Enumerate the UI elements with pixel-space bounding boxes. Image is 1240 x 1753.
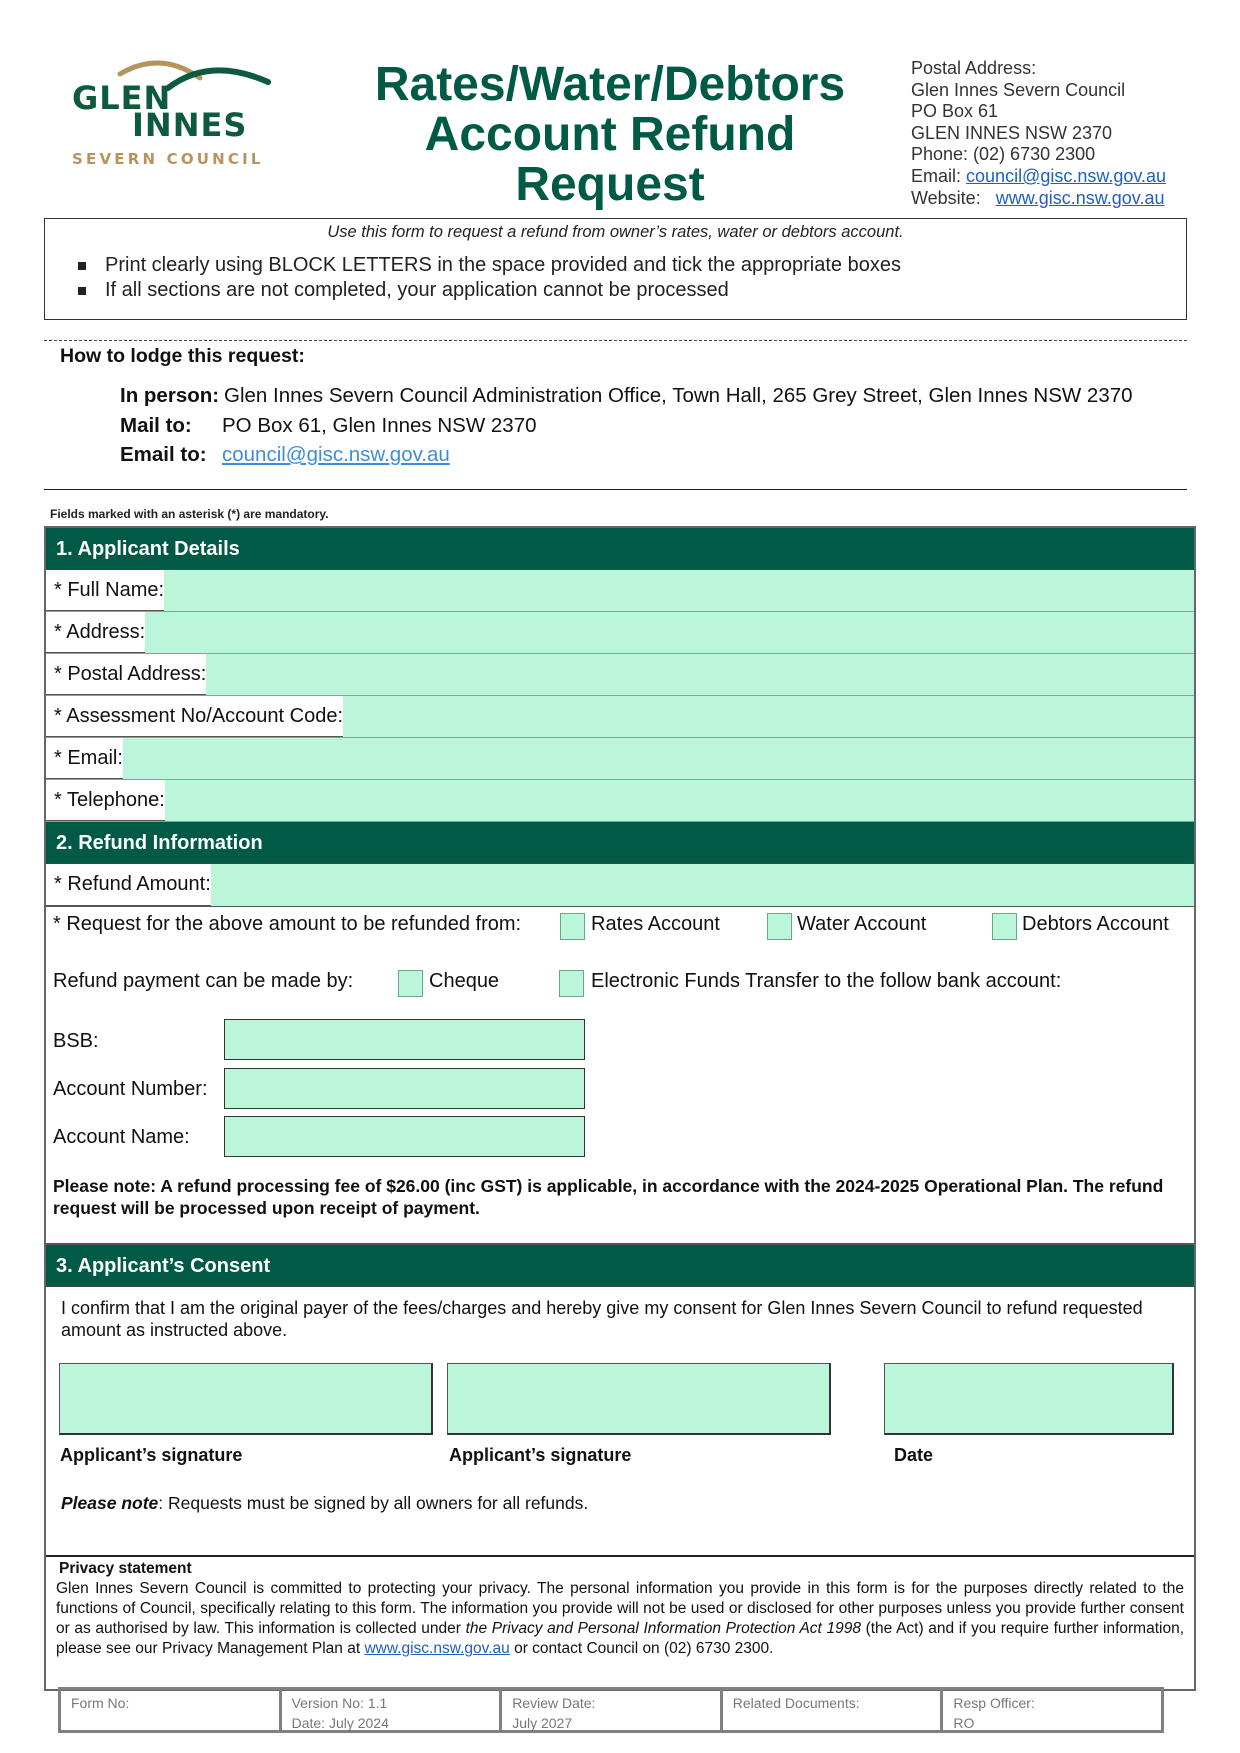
consent-statement: I confirm that I am the original payer of the fees/charges and hereby give my consent for Glen Innes Severn Council to refund requested amount as instructed above.	[61, 1298, 1143, 1340]
eft-checkbox[interactable]	[559, 970, 584, 997]
lodge-mail-label: Mail to:	[120, 413, 192, 437]
consent-details	[46, 1287, 1194, 1555]
lodge-email-link[interactable]: council@gisc.nsw.gov.au	[222, 443, 450, 466]
footer-review	[502, 1690, 723, 1730]
website-label: Website:	[911, 187, 981, 208]
section-applicant-details-header: 1. Applicant Details	[46, 528, 1194, 570]
assessment-no-row	[46, 696, 1194, 738]
email-input[interactable]	[123, 738, 1194, 779]
review-date-value: July 2027	[512, 1715, 573, 1731]
postal-town: GLEN INNES NSW 2370	[911, 122, 1113, 143]
resp-officer-label: Resp Officer:	[953, 1695, 1035, 1711]
review-date-label: Review Date:	[512, 1695, 596, 1711]
lodge-mail-value: PO Box 61, Glen Innes NSW 2370	[222, 413, 537, 437]
page-title	[330, 60, 890, 210]
postal-phone: Phone: (02) 6730 2300	[911, 144, 1096, 165]
full-name-row	[46, 570, 1194, 612]
instructions-intro: Use this form to request a refund from owner’s rates, water or debtors account.	[327, 223, 904, 241]
refund-amount-label: * Refund Amount:	[46, 864, 211, 906]
title-line-1: Rates/Water/Debtors	[374, 58, 846, 111]
postal-heading: Postal Address:	[911, 58, 1037, 78]
payment-method-label: Refund payment can be made by:	[53, 970, 354, 992]
email-link[interactable]: council@gisc.nsw.gov.au	[966, 165, 1167, 186]
council-logo	[70, 52, 280, 172]
email-row	[46, 738, 1194, 780]
telephone-input[interactable]	[165, 780, 1194, 821]
applicant-signature-2-label: Applicant’s signature	[449, 1445, 632, 1465]
logo-text-severn: SEVERN COUNCIL	[72, 150, 264, 168]
date-label: Date	[894, 1445, 934, 1465]
email-label: Email:	[911, 165, 962, 186]
cheque-checkbox[interactable]	[398, 970, 423, 997]
postal-website-row	[911, 188, 1166, 210]
version-value: Version No: 1.1	[291, 1695, 388, 1711]
logo-text-innes: INNES	[132, 106, 248, 144]
telephone-row	[46, 780, 1194, 822]
privacy-text-part-3: or contact Council on (02) 6730 2300.	[509, 1640, 774, 1657]
section-refund-info-header: 2. Refund Information	[46, 822, 1194, 864]
bsb-label: BSB:	[53, 1030, 99, 1052]
privacy-statement	[46, 1555, 1194, 1689]
mandatory-note: Fields marked with an asterisk (*) are mandatory.	[50, 507, 329, 521]
applicant-signature-1-box[interactable]	[59, 1363, 433, 1435]
document-control-footer	[58, 1687, 1164, 1733]
postal-address-row	[46, 654, 1194, 696]
signature-note-label: Please note	[61, 1493, 159, 1513]
refund-form	[44, 526, 1196, 1691]
postal-address-input[interactable]	[206, 654, 1194, 695]
privacy-website-link[interactable]: www.gisc.nsw.gov.au	[364, 1640, 510, 1657]
assessment-no-label: * Assessment No/Account Code:	[46, 696, 343, 737]
applicant-signature-1-label: Applicant’s signature	[60, 1445, 243, 1465]
processing-fee-note: Please note: A refund processing fee of $26.00 (inc GST) is applicable, in accordance with the 2024-2025 Operational Plan. The refund request will be processed upon receipt of payment.	[53, 1176, 1164, 1218]
telephone-label: * Telephone:	[46, 780, 165, 821]
account-number-input[interactable]	[224, 1068, 585, 1109]
privacy-text-part-1: Glen Innes Severn Council is committed to protecting your privacy. The personal information you provide in this form is for the purposes directly related to the functions of Council, specifically relating to this form. The information you provide will not be used or disclosed for other purposes unless you provide further consent or as authorised by law. This information is collected under	[56, 1580, 1184, 1637]
form-no-label: Form No:	[71, 1695, 130, 1711]
full-name-label: * Full Name:	[46, 570, 164, 611]
instruction-item: If all sections are not completed, your application cannot be processed	[75, 278, 901, 303]
lodge-in-person-value: Glen Innes Severn Council Administration Office, Town Hall, 265 Grey Street, Glen Innes NSW 2370	[224, 384, 1133, 407]
footer-version	[282, 1690, 503, 1730]
lodge-in-person-label: In person:	[120, 384, 220, 407]
logo-text-glen: GLEN	[72, 79, 172, 117]
version-date: Date: July 2024	[291, 1715, 389, 1731]
debtors-account-checkbox[interactable]	[992, 913, 1017, 940]
lodge-email	[120, 440, 1133, 470]
water-account-label: Water Account	[797, 913, 927, 935]
refund-amount-row	[46, 864, 1194, 907]
signature-note-text: : Requests must be signed by all owners for all refunds.	[158, 1493, 589, 1513]
cheque-label: Cheque	[429, 970, 500, 992]
address-input[interactable]	[145, 612, 1194, 653]
title-line-2: Account Refund Request	[424, 108, 796, 211]
lodge-title: How to lodge this request:	[60, 345, 305, 367]
bsb-input[interactable]	[224, 1019, 585, 1060]
email-field-label: * Email:	[46, 738, 123, 779]
section-consent-header: 3. Applicant’s Consent	[46, 1245, 1194, 1287]
postal-email-row	[911, 166, 1166, 188]
divider-solid	[44, 489, 1187, 490]
divider-dashed	[44, 340, 1187, 341]
lodge-email-label: Email to:	[120, 443, 207, 466]
privacy-text-part-2: (the Act) and if you require further information, please see our Privacy Management Plan at	[56, 1620, 1185, 1657]
assessment-no-input[interactable]	[343, 696, 1194, 737]
related-documents-label: Related Documents:	[732, 1695, 860, 1711]
website-link[interactable]: www.gisc.nsw.gov.au	[995, 187, 1165, 208]
account-name-label: Account Name:	[53, 1126, 190, 1148]
postal-box: PO Box 61	[911, 101, 999, 122]
rates-account-checkbox[interactable]	[560, 913, 585, 940]
instruction-item: Print clearly using BLOCK LETTERS in the space provided and tick the appropriate boxes	[75, 253, 901, 278]
debtors-account-label: Debtors Account	[1022, 913, 1169, 935]
eft-label: Electronic Funds Transfer to the follow bank account:	[591, 970, 1062, 992]
signature-note	[61, 1493, 588, 1514]
refund-from-label: * Request for the above amount to be refunded from:	[53, 913, 522, 935]
footer-related	[723, 1690, 944, 1730]
instructions-list	[75, 253, 901, 303]
privacy-title: Privacy statement	[59, 1560, 192, 1577]
full-name-input[interactable]	[164, 570, 1194, 611]
postal-address-block	[911, 58, 1166, 209]
footer-resp-officer	[943, 1690, 1161, 1730]
privacy-text	[56, 1579, 1184, 1659]
account-number-label: Account Number:	[53, 1078, 208, 1100]
address-label: * Address:	[46, 612, 145, 653]
refund-details	[46, 907, 1194, 1245]
resp-officer-value: RO	[953, 1715, 975, 1731]
account-name-input[interactable]	[224, 1116, 585, 1157]
footer-form-no	[61, 1690, 282, 1730]
refund-amount-input[interactable]	[211, 864, 1194, 906]
postal-address-label: * Postal Address:	[46, 654, 206, 695]
applicant-signature-2-box[interactable]	[447, 1363, 831, 1435]
address-row	[46, 612, 1194, 654]
lodge-methods	[120, 381, 1133, 470]
lodge-mail	[120, 411, 1133, 441]
water-account-checkbox[interactable]	[767, 913, 792, 940]
lodge-in-person	[120, 381, 1133, 411]
privacy-act-name: the Privacy and Personal Information Protection Act 1998	[465, 1620, 861, 1637]
date-box[interactable]	[884, 1363, 1174, 1435]
rates-account-label: Rates Account	[591, 913, 720, 935]
instructions-box	[44, 218, 1187, 320]
postal-org: Glen Innes Severn Council	[911, 79, 1126, 100]
